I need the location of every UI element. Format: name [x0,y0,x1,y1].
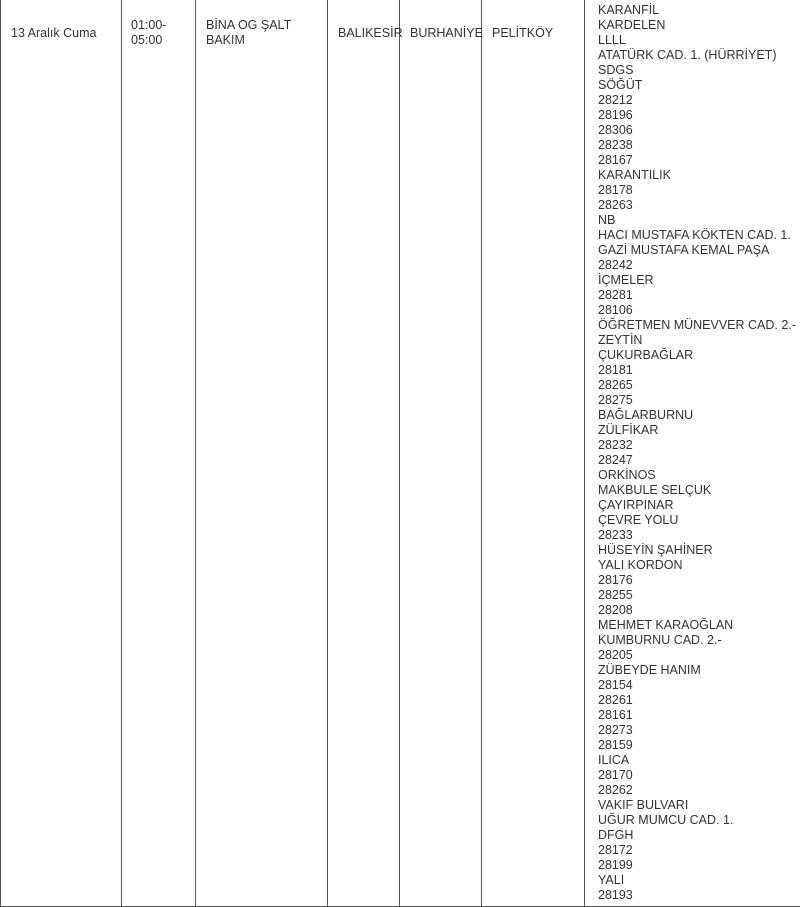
street-item: 28265 [598,378,800,393]
street-item: 28261 [598,693,800,708]
street-item: 28178 [598,183,800,198]
outage-city: BALIKESİR [338,26,403,40]
street-item: KARDELEN [598,18,800,33]
street-item: DFGH [598,828,800,843]
street-item: 28306 [598,123,800,138]
street-item: 28281 [598,288,800,303]
outage-district: BURHANİYE [410,26,483,40]
street-item: ÖĞRETMEN MÜNEVVER CAD. 2.- [598,318,800,333]
street-item: 28233 [598,528,800,543]
street-item: KARANTILIK [598,168,800,183]
street-item: SÖĞÜT [598,78,800,93]
street-item: 28159 [598,738,800,753]
street-item: 28167 [598,153,800,168]
street-item: YALI KORDON [598,558,800,573]
street-item: ILICA [598,753,800,768]
street-item: 28170 [598,768,800,783]
street-item: HACI MUSTAFA KÖKTEN CAD. 1. [598,228,800,243]
street-item: ZÜLFİKAR [598,423,800,438]
street-item: BAĞLARBURNU [598,408,800,423]
street-item: 28176 [598,573,800,588]
street-item: 28193 [598,888,800,903]
city-cell [328,0,400,907]
time-cell [122,0,196,907]
street-item: 28255 [598,588,800,603]
street-item: ZEYTİN [598,333,800,348]
street-item: 28106 [598,303,800,318]
street-item: 28273 [598,723,800,738]
street-item: 28275 [598,393,800,408]
street-item: SDGS [598,63,800,78]
street-item: İÇMELER [598,273,800,288]
street-item: 28242 [598,258,800,273]
street-item: 28262 [598,783,800,798]
outage-date: 13 Aralık Cuma [11,26,96,40]
street-item: MEHMET KARAOĞLAN [598,618,800,633]
outage-reason-line1: BİNA OG ŞALT [206,18,327,33]
reason-cell [196,0,328,907]
street-item: 28247 [598,453,800,468]
street-item: NB [598,213,800,228]
street-item: ATATÜRK CAD. 1. (HÜRRİYET) [598,48,800,63]
date-cell [1,0,122,907]
street-item: VAKIF BULVARI [598,798,800,813]
street-item: ORKİNOS [598,468,800,483]
street-item: 28154 [598,678,800,693]
street-item: LLLL [598,33,800,48]
street-item: KUMBURNU CAD. 2.- [598,633,800,648]
street-item: ÇUKURBAĞLAR [598,348,800,363]
outage-village: PELİTKÖY [492,26,553,40]
village-cell [482,0,585,907]
street-item: ÇAYIRPINAR [598,498,800,513]
street-item: ZÜBEYDE HANIM [598,663,800,678]
street-item: HÜSEYİN ŞAHİNER [598,543,800,558]
street-item: 28208 [598,603,800,618]
street-item: 28196 [598,108,800,123]
streets-cell [585,0,800,907]
street-item: 28212 [598,93,800,108]
street-item: UĞUR MUMCU CAD. 1. [598,813,800,828]
street-item: YALI [598,873,800,888]
street-item: GAZİ MUSTAFA KEMAL PAŞA [598,243,800,258]
street-item: 28199 [598,858,800,873]
street-item: ÇEVRE YOLU [598,513,800,528]
streets-list [585,0,800,903]
outage-time-end: 05:00 [131,33,195,48]
street-item: 28161 [598,708,800,723]
street-item: 28205 [598,648,800,663]
street-item: 28238 [598,138,800,153]
outage-time-start: 01:00- [131,18,195,33]
table-row [1,0,800,907]
street-item: 28232 [598,438,800,453]
street-item: 28263 [598,198,800,213]
street-item: KARANFİL [598,3,800,18]
district-cell [400,0,482,907]
street-item: MAKBULE SELÇUK [598,483,800,498]
outage-reason-line2: BAKIM [206,33,327,48]
street-item: 28181 [598,363,800,378]
street-item: 28172 [598,843,800,858]
